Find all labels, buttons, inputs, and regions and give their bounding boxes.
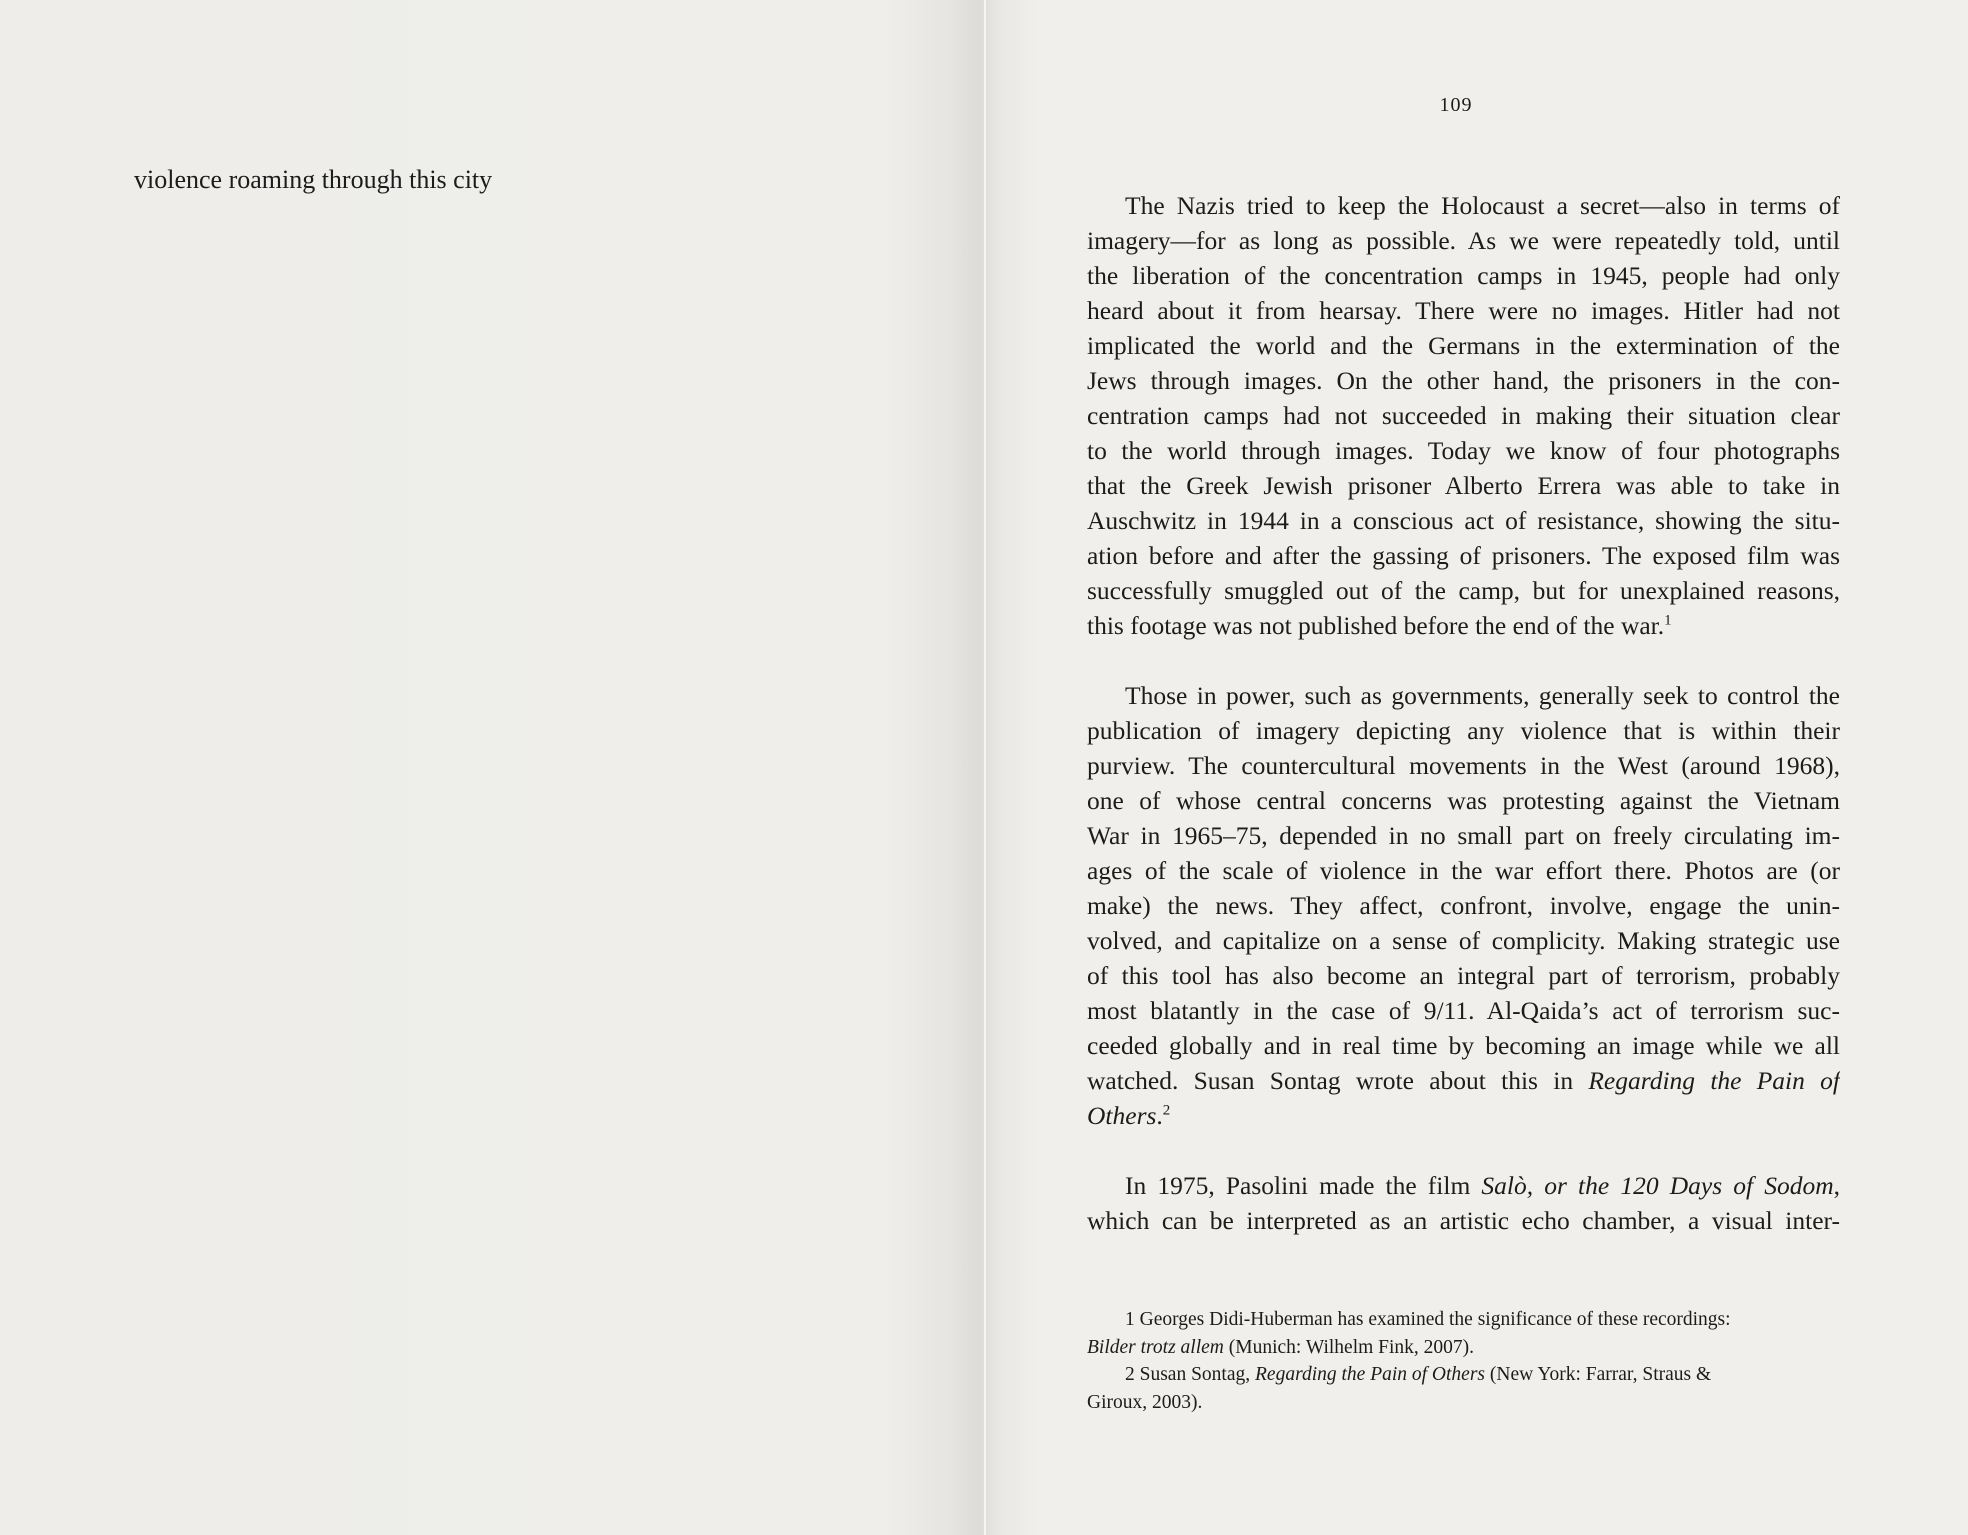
text-segment: ation before and after the gassing of prisoners. The exposed film was	[1087, 541, 1840, 570]
text-segment: ,	[1833, 1171, 1840, 1200]
text-segment: watched. Susan Sontag wrote about this in	[1087, 1066, 1589, 1095]
text-segment: one of whose central concerns was protesting against the Vietnam	[1087, 786, 1840, 815]
text-segment: make) the news. They affect, confront, involve, engage the unin-	[1087, 891, 1840, 920]
text-line	[1087, 993, 1840, 1028]
paragraph	[1087, 188, 1840, 643]
italic-text: Regarding the Pain of	[1588, 1066, 1840, 1095]
text-segment: imagery—for as long as possible. As we were repeatedly told, until	[1087, 226, 1840, 255]
text-segment: implicated the world and the Germans in the extermination of the	[1087, 331, 1840, 360]
text-segment: (Munich: Wilhelm Fink, 2007).	[1223, 1336, 1475, 1358]
footnotes	[1087, 1306, 1840, 1416]
footnote-line	[1087, 1361, 1840, 1389]
left-page	[0, 0, 980, 1535]
text-line	[1087, 293, 1840, 328]
text-segment: Giroux, 2003).	[1087, 1391, 1203, 1413]
text-line	[1087, 188, 1840, 223]
text-line	[1087, 818, 1840, 853]
text-segment: the liberation of the concentration camps in 1945, people had only	[1087, 261, 1840, 290]
text-line	[1087, 678, 1840, 713]
text-segment: of this tool has also become an integral part of terrorism, probably	[1087, 961, 1840, 990]
italic-text: Regarding the Pain of Others	[1255, 1364, 1486, 1385]
text-segment: .	[1156, 1101, 1163, 1130]
text-line	[1087, 573, 1840, 608]
text-segment: The Nazis tried to keep the Holocaust a secret—also in terms of	[1125, 191, 1840, 220]
text-line	[1087, 608, 1840, 643]
text-segment: In 1975, Pasolini made the film	[1125, 1171, 1482, 1200]
footnote-reference[interactable]: 2	[1162, 1102, 1171, 1119]
text-segment: volved, and capitalize on a sense of complicity. Making strategic use	[1087, 926, 1840, 955]
text-segment: ceeded globally and in real time by becoming an image while we all	[1087, 1031, 1840, 1060]
italic-text: Others	[1087, 1101, 1157, 1130]
text-line	[1087, 713, 1840, 748]
text-segment: 2 Susan Sontag,	[1125, 1364, 1256, 1385]
running-text: violence roaming through this city	[134, 165, 493, 194]
text-line	[1087, 1028, 1840, 1063]
italic-text: Salò, or the 120 Days of Sodom	[1481, 1171, 1834, 1200]
page-number: 109	[1439, 94, 1473, 116]
text-segment: publication of imagery depicting any violence that is within their	[1087, 716, 1840, 745]
text-line	[1087, 223, 1840, 258]
text-line	[1087, 1063, 1840, 1098]
text-line	[1087, 363, 1840, 398]
text-segment: successfully smuggled out of the camp, but for unexplained reasons,	[1087, 576, 1840, 605]
text-line	[1087, 958, 1840, 993]
footnote	[1087, 1306, 1840, 1361]
book-gutter	[984, 0, 986, 1535]
text-segment: which can be interpreted as an artistic echo chamber, a visual inter-	[1087, 1206, 1840, 1235]
text-segment: heard about it from hearsay. There were no images. Hitler had not	[1087, 296, 1840, 325]
text-segment: (New York: Farrar, Straus &	[1485, 1364, 1712, 1385]
text-segment: War in 1965–75, depended in no small part on freely circulating im-	[1087, 821, 1840, 850]
text-line	[1087, 433, 1840, 468]
footnote-reference[interactable]: 1	[1664, 612, 1672, 629]
text-line	[1087, 328, 1840, 363]
text-line	[1087, 853, 1840, 888]
italic-text: Bilder trotz allem	[1087, 1336, 1224, 1358]
body-text	[1087, 188, 1840, 1273]
paragraph	[1087, 1168, 1840, 1238]
text-line	[1087, 1098, 1840, 1133]
text-segment: this footage was not published before the end of the war.	[1087, 611, 1665, 640]
text-line	[1087, 538, 1840, 573]
footnote-line	[1087, 1306, 1840, 1334]
paragraph	[1087, 678, 1840, 1133]
text-line	[1087, 1203, 1840, 1238]
text-segment: Auschwitz in 1944 in a conscious act of resistance, showing the situ-	[1087, 506, 1840, 535]
text-line	[1087, 1168, 1840, 1203]
footnote	[1087, 1361, 1840, 1416]
text-line	[1087, 503, 1840, 538]
text-line	[1087, 748, 1840, 783]
text-line	[1087, 923, 1840, 958]
text-line	[1087, 468, 1840, 503]
text-segment: Jews through images. On the other hand, the prisoners in the con-	[1087, 366, 1840, 395]
text-line	[1087, 783, 1840, 818]
text-segment: that the Greek Jewish prisoner Alberto Errera was able to take in	[1087, 471, 1840, 500]
text-segment: Those in power, such as governments, generally seek to control the	[1125, 681, 1840, 710]
footnote-line	[1087, 1334, 1840, 1362]
text-line	[1087, 258, 1840, 293]
text-segment: centration camps had not succeeded in making their situation clear	[1087, 401, 1840, 430]
text-segment: 1 Georges Didi-Huberman has examined the significance of these recordings:	[1125, 1309, 1731, 1330]
text-segment: most blatantly in the case of 9/11. Al-Qaida’s act of terrorism suc-	[1087, 996, 1840, 1025]
text-segment: ages of the scale of violence in the war effort there. Photos are (or	[1087, 856, 1840, 885]
text-segment: purview. The countercultural movements in the West (around 1968),	[1087, 751, 1840, 780]
text-line	[1087, 888, 1840, 923]
text-line	[1087, 398, 1840, 433]
footnote-line	[1087, 1389, 1840, 1417]
text-segment: to the world through images. Today we know of four photographs	[1087, 436, 1840, 465]
